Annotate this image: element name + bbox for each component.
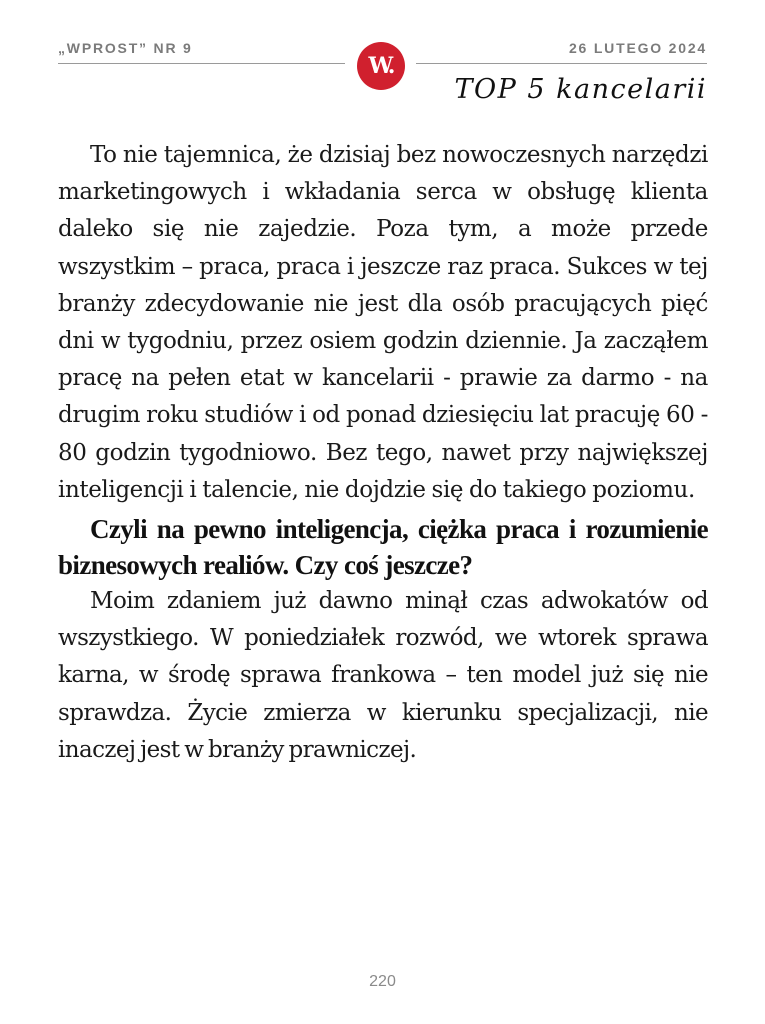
magazine-issue: „WPROST” NR 9 [58,40,193,56]
article-body [58,137,708,769]
interview-question: Czyli na pewno inteligencja, ciężka praca i rozumienie biznesowych realiów. Czy coś jeszcze? [58,514,708,581]
header-rule-left [58,63,345,64]
article-paragraph: To nie tajemnica, że dzisiaj bez nowoczesnych narzędzi marketingowych i wkładania serca w obsługę klienta daleko się nie zajedzie. Poza tym, a może przede wszystkim – praca, praca i jeszcze raz praca. Sukces w tej branży zdecydowanie nie jest dla osób pracujących pięć dni w tygodniu, przez osiem godzin dziennie. Ja zacząłem pracę na pełen etat w kancelarii - prawie za darmo - na drugim roku studiów i od ponad dziesięciu lat pracuję 60 - 80 godzin tygodniowo. Bez tego, nawet przy największej inteligencji i talencie, nie dojdzie się do takiego poziomu. [58,142,708,503]
issue-date: 26 LUTEGO 2024 [568,40,707,56]
page-number: 220 [369,973,396,990]
wprost-logo [357,42,405,90]
header-rule-right [416,63,707,64]
article-paragraph: Moim zdaniem już dawno minął czas adwokatów od wszystkiego. W poniedziałek rozwód, we wtorek sprawa karna, w środę sprawa frankowa – ten model już się nie sprawdza. Życie zmierza w kierunku specjalizacji, nie inaczej jest w branży prawniczej. [58,588,708,763]
section-title: TOP 5 kancelarii [454,74,707,105]
logo-text: W. [368,53,394,79]
